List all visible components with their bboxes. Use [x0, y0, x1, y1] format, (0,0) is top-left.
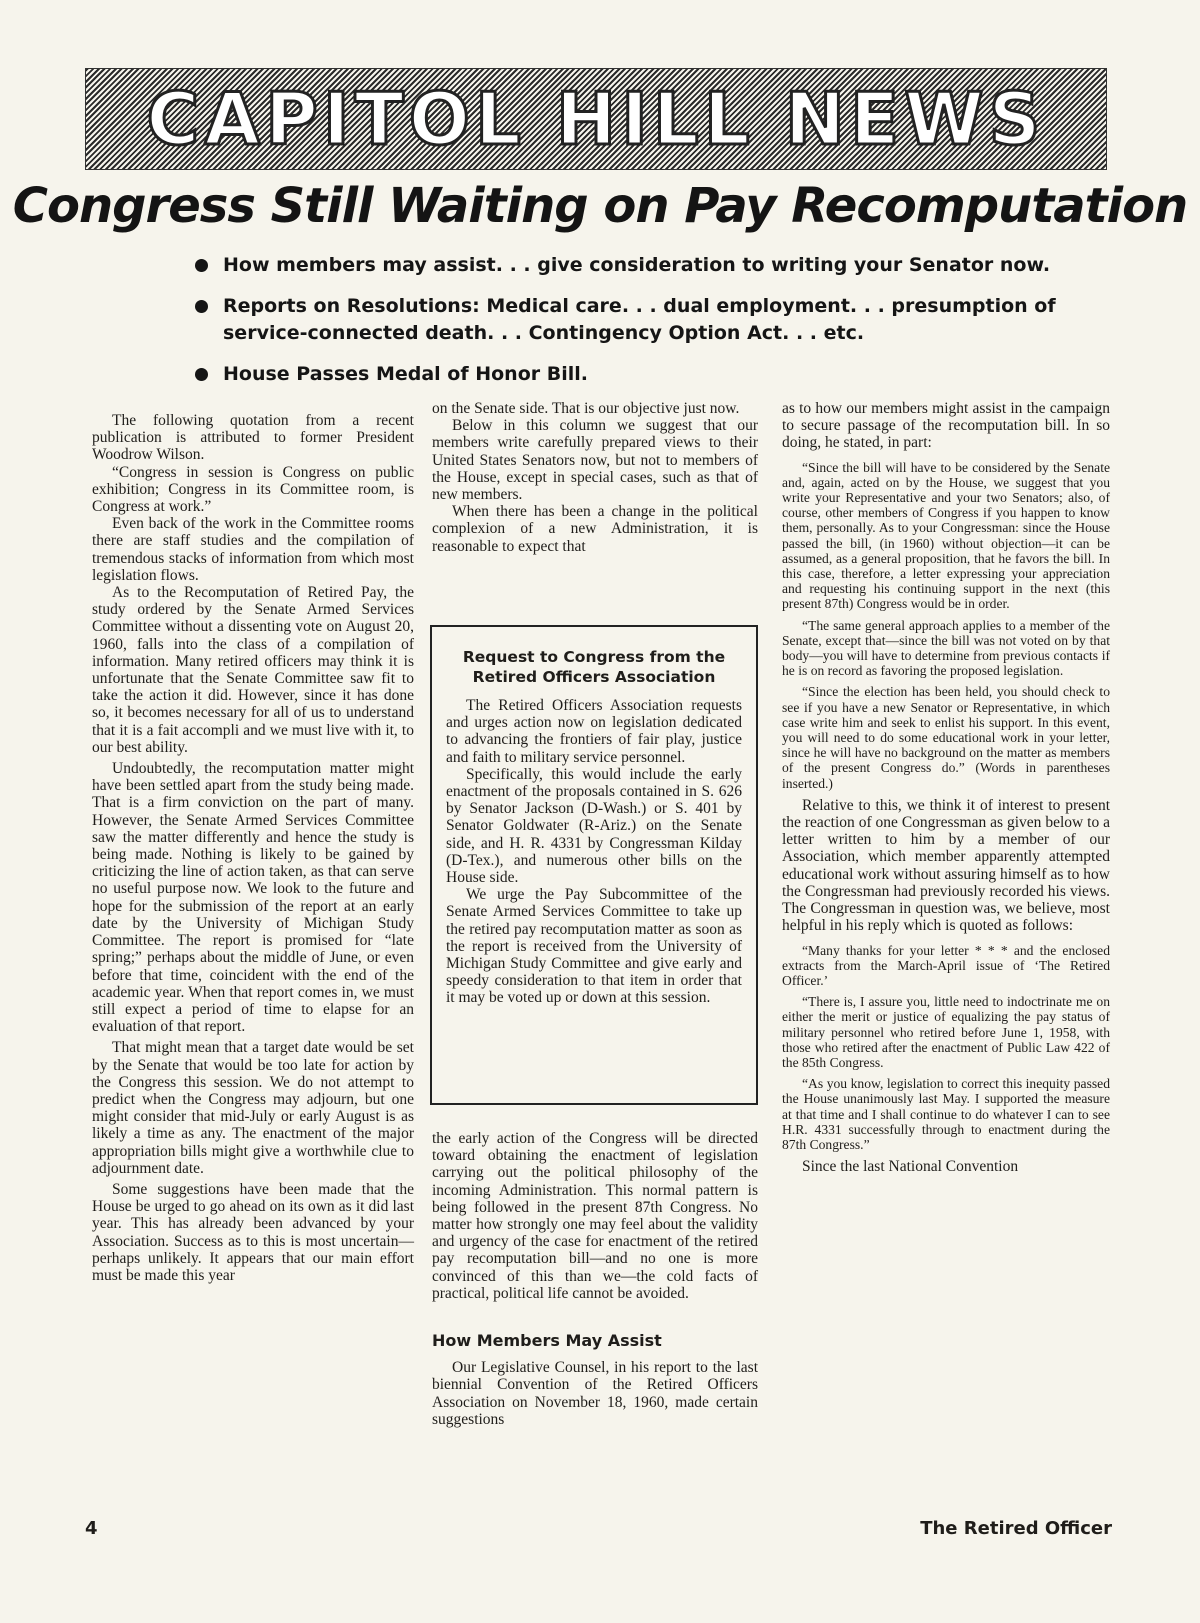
paragraph: on the Senate side. That is our objective just now. [432, 400, 740, 417]
headline: Congress Still Waiting on Pay Recomputation [12, 178, 1188, 234]
bullet-dot-icon [195, 300, 208, 313]
bullet-text: Reports on Resolutions: Medical care. . . dual employment. . . presumption of service-connected death. . . Contingency Option Act. . . etc. [223, 295, 1056, 344]
column-3 [782, 400, 1110, 1175]
page-number: 4 [85, 1518, 98, 1539]
bullet-dot-icon [195, 259, 208, 272]
quote-paragraph: “Since the election has been held, you should check to see if you have a new Senator or Representative, in which case write him and seek to enlist his support. In this event, you will need to do some educational work in your letter, since he will have no background on the matter as members of the present Congress do.” (Words in parentheses inserted.) [782, 684, 1110, 791]
summary-bullets [195, 252, 1075, 402]
bullet-text: House Passes Medal of Honor Bill. [223, 363, 588, 385]
column-2-top [432, 400, 758, 555]
quote-paragraph: “As you know, legislation to correct this inequity passed the House unanimously last May. I supported the measure at that time and I shall continue to do whatever I can to see H.R. 4331 successfully through to enactment during the 87th Congress.” [782, 1076, 1110, 1152]
quote-paragraph: “The same general approach applies to a member of the Senate, except that—since the bill was not voted on by that body—you will have to determine from previous contacts if he is on record as favoring the proposed legislation. [782, 617, 1110, 679]
paragraph: Undoubtedly, the recomputation matter might have been settled apart from the study being made. That is a firm conviction on the part of many. However, the Senate Armed Services Committee saw the matter differently and hence the study is being made. Nothing is likely to be gained by criticizing the line of action taken, as that can serve no useful purpose now. We look to the future and hope for the submission of the report at an early date by the University of Michigan Study Committee. The report is promised for “late spring;” perhaps about the middle of June, or even before that time, coincident with the end of the academic year. When that report comes in, we must still expect a period of time to elapse for an evaluation of that report. [92, 760, 414, 1036]
paragraph: That might mean that a target date would be set by the Senate that would be too late for action by the Congress this session. We do not attempt to predict when the Congress may adjourn, but one might consider that mid-July or early August is as likely a time as any. The enactment of the major appropriation bills might give a worthwhile clue to adjournment date. [92, 1039, 414, 1177]
paragraph: Below in this column we suggest that our members write carefully prepared views to their United States Senators now, but not to members of the House, except in special cases, such as that of new members. [432, 417, 758, 504]
paragraph: Our Legislative Counsel, in his report to the last biennial Convention of the Retired Officers Association on November 18, 1960, made certain suggestions [432, 1359, 758, 1428]
paragraph: “Congress in session is Congress on public exhibition; Congress in its Committee room, is Congress at work.” [92, 463, 414, 516]
paragraph: The following quotation from a recent publication is attributed to former President Woodrow Wilson. [92, 412, 414, 464]
paragraph: as to how our members might assist in the campaign to secure passage of the recomputation bill. In so doing, he stated, in part: [782, 400, 1110, 452]
column-2-bottom [432, 1130, 758, 1428]
quote-paragraph: “Many thanks for your letter * * * and the enclosed extracts from the March-April issue of ‘The Retired Officer.’ [782, 942, 1110, 988]
quote-paragraph: “There is, I assure you, little need to indoctrinate me on either the merit or justice of equalizing the pay status of military personnel who retired before June 1, 1958, with those who retired after the enactment of Public Law 422 of the 85th Congress. [782, 994, 1110, 1070]
paragraph: Relative to this, we think it of interest to present the reaction of one Congressman as given below to a letter written to him by a member of our Association, which member apparently attempted educational work without assuring himself as to how the Congressman had previously recorded his views. The Congressman in question was, we believe, most helpful in his reply which is quoted as follows: [782, 796, 1110, 935]
banner-title: CAPITOL HILL NEWS [146, 77, 1046, 161]
paragraph: As to the Recomputation of Retired Pay, the study ordered by the Senate Armed Services Committee without a dissenting vote on August 20, 1960, falls into the class of a compilation of information. Many retired officers may think it is unfortunate that the Senate Committee saw fit to take the action it did. However, since it has done so, it becomes necessary for all of us to understand that it is a fait accompli and we must live with it, to our best ability. [92, 584, 414, 756]
paragraph: the early action of the Congress will be directed toward obtaining the enactment of legislation carrying out the political philosophy of the incoming Administration. This normal pattern is being followed in the present 87th Congress. No matter how strongly one may feel about the validity and urgency of the case for enactment of the retired pay recomputation bill—and no one is more convinced of this than we—the cold facts of practical, political life cannot be avoided. [432, 1130, 758, 1302]
bullet-dot-icon [195, 368, 208, 381]
paragraph: Since the last National Convention [802, 1158, 1019, 1176]
request-box [430, 625, 758, 1105]
paragraph: Specifically, this would include the early enactment of the proposals contained in S. 626 by Senator Jackson (D-Wash.) or S. 401 by Senator Goldwater (R-Ariz.) on the Senate side, and H. R. 4331 by Congressman Kilday (D-Tex.), and numerous other bills on the House side. [446, 765, 742, 887]
section-banner [85, 68, 1107, 170]
paragraph: When there has been a change in the political complexion of a new Administration, it is reasonable to expect that [432, 503, 758, 555]
bullet-item [195, 361, 1075, 388]
paragraph: We urge the Pay Subcommittee of the Senate Armed Services Committee to take up the retired pay recomputation matter as soon as the report is received from the University of Michigan Study Committee and give early and speedy consideration to that item in order that it may be voted up or down at this session. [446, 886, 742, 1007]
publication-name: The Retired Officer [920, 1518, 1112, 1539]
paragraph: Some suggestions have been made that the House be urged to go ahead on its own as it did last year. This has already been advanced by your Association. Success as to this is most uncertain—perhaps unlikely. It appears that our main effort must be made this year [92, 1180, 414, 1284]
request-box-title: Request to Congress from the Retired Officers Association [462, 648, 726, 686]
bullet-text: How members may assist. . . give consideration to writing your Senator now. [223, 254, 1051, 276]
bullet-item [195, 293, 1075, 347]
paragraph: The Retired Officers Association requests and urges action now on legislation dedicated to advancing the frontiers of fair play, justice and faith to military service personnel. [446, 697, 742, 766]
quote-paragraph: “Since the bill will have to be considered by the Senate and, again, acted on by the House, we suggest that you write your Representative and your two Senators; also, of course, other members of Congress if you happen to know them, personally. As to your Congressman: since the House passed the bill, (in 1960) without objection—it can be assumed, as a general proposition, that he favors the bill. In this case, therefore, a letter expressing your appreciation and requesting his continuing support in the next (this present 87th) Congress would be in order. [782, 459, 1110, 612]
subheading: How Members May Assist [432, 1331, 662, 1351]
paragraph: Even back of the work in the Committee rooms there are staff studies and the compilation of tremendous stacks of information from which most legislation flows. [92, 515, 414, 584]
bullet-item [195, 252, 1075, 279]
column-1 [92, 412, 414, 1284]
